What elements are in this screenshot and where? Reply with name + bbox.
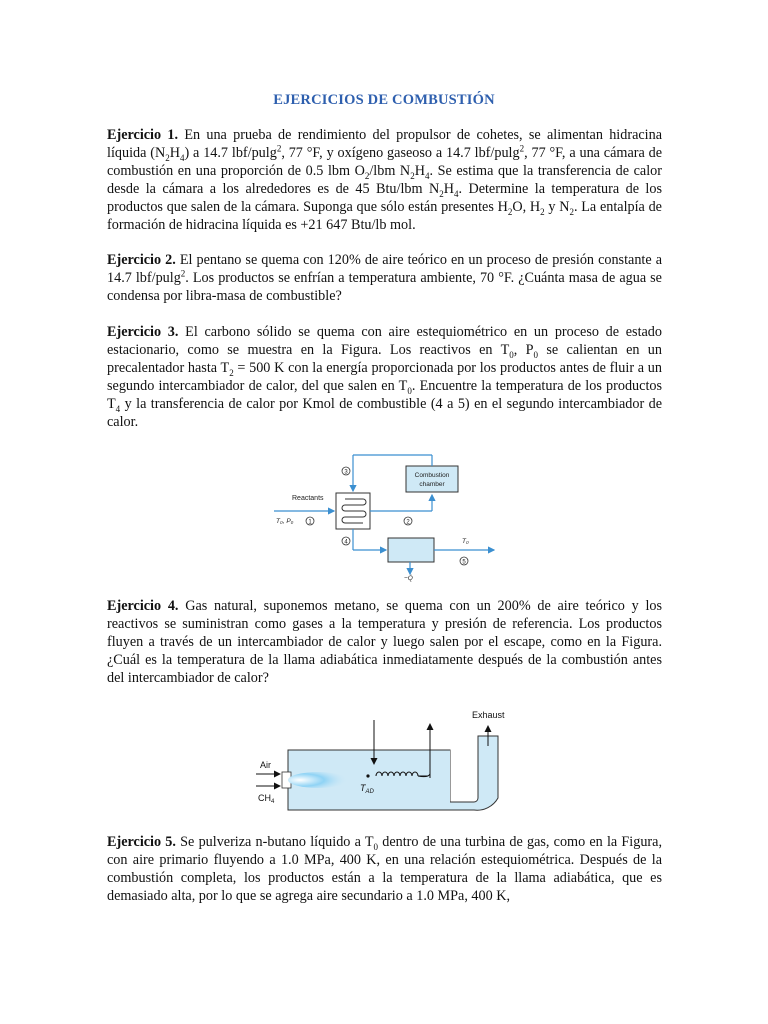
combustion-label: Combustion [414, 472, 450, 479]
state-5: 5 [462, 559, 466, 566]
flame [288, 772, 348, 788]
tad-label: $T_{AD}$ [360, 783, 374, 795]
figure-burner-exhaust [252, 706, 517, 814]
combustion-chamber-box [406, 466, 458, 492]
state-1: 1 [308, 519, 312, 526]
chamber-label: chamber [419, 481, 445, 488]
exhaust-label: Exhaust [472, 710, 505, 720]
exercise-3: Ejercicio 3. El carbono sólido se quema con aire estequiométrico en un proceso de estado estacionario, como se muestra en la Figura. Los reactivos en $T_0$, $P_0$ se calientan en un precalentador hasta $T_2 = 500$ K con la energía proporcionada por los productos antes de fluir a un segundo intercambiador de calor, del que salen en $T_0$. Encuentre la temperatura de los productos $T_4$ y la transferencia de calor por Kmol de combustible (4 a 5) en el segundo intercambiador de calor. [107, 324, 663, 430]
heat-q-label: −Q̇ [404, 575, 413, 582]
exercise-3-label: Ejercicio 3. [107, 324, 179, 340]
exercise-2: Ejercicio 2. El pentano se quema con 120% de aire teórico en un proceso de presión constante a 14.7 lbf/pulg$^2$. Los productos se enfrían a temperatura ambiente, 70 °F. ¿Cuánta masa de agua se condensa por libra-masa de combustible? [107, 252, 662, 304]
reactants-label: Reactants [292, 495, 324, 502]
exercise-5: Ejercicio 5. Se pulveriza n-butano líquido a $T_0$ dentro de una turbina de gas, como en la Figura, con aire primario fluyendo a 1.0 MPa, 400 K, en una relación estequiométrica. Después de la combustión completa, los productos están a la temperatura de la llama adiabática, que es demasiado alta, por lo que se agrega aire secundario a 1.0 MPa, 400 K, [107, 834, 663, 904]
t0-label: T₀ [462, 538, 469, 545]
exercise-2-label: Ejercicio 2. [107, 252, 176, 268]
exercise-4: Ejercicio 4. Gas natural, suponemos metano, se quema con un 200% de aire teórico y los reactivos se suministran como gases a la temperatura y presión de referencia. Los productos fluyen a través de un intercambiador de calor y luego salen por el escape, como en la Figura. ¿Cuál es la temperatura de la llama adiabática inmediatamente después de la combustión antes del intercambiador de calor? [107, 598, 663, 686]
state-3: 3 [344, 469, 348, 476]
ch4-label: $CH_4$ [258, 793, 275, 805]
exercise-5-label: Ejercicio 5. [107, 834, 176, 850]
figure-combustion-preheater [270, 446, 500, 582]
air-label: Air [260, 760, 271, 770]
heat-exchanger-2 [388, 538, 434, 562]
tad-point [366, 774, 369, 777]
state-4: 4 [344, 539, 348, 546]
exercise-1-label: Ejercicio 1. [107, 127, 179, 143]
t0p0-label: T₀, P₀ [276, 518, 294, 525]
exercise-4-label: Ejercicio 4. [107, 598, 179, 614]
state-2: 2 [406, 519, 410, 526]
exercise-1: Ejercicio 1. En una prueba de rendimiento del propulsor de cohetes, se alimentan hidracina líquida $(N_2H_4)$ a 14.7 lbf/pulg$^2$, 77 °F, y oxígeno gaseoso a 14.7 lbf/pulg$^2$, 77 °F, a una cámara de combustión en una proporción de 0.5 lbm $O_2$/lbm $N_2H_4$. Se estima que la transferencia de calor desde la cámara a los alrededores es de 45 Btu/lbm $N_2H_4$. Determine la temperatura de los productos que salen de la cámara. Suponga que sólo están presentes $H_2O$, $H_2$ y $N_2$. La entalpía de formación de hidracina líquida es +21 647 Btu/lb mol. [107, 127, 662, 233]
page-title: EJERCICIOS DE COMBUSTIÓN [273, 92, 495, 108]
